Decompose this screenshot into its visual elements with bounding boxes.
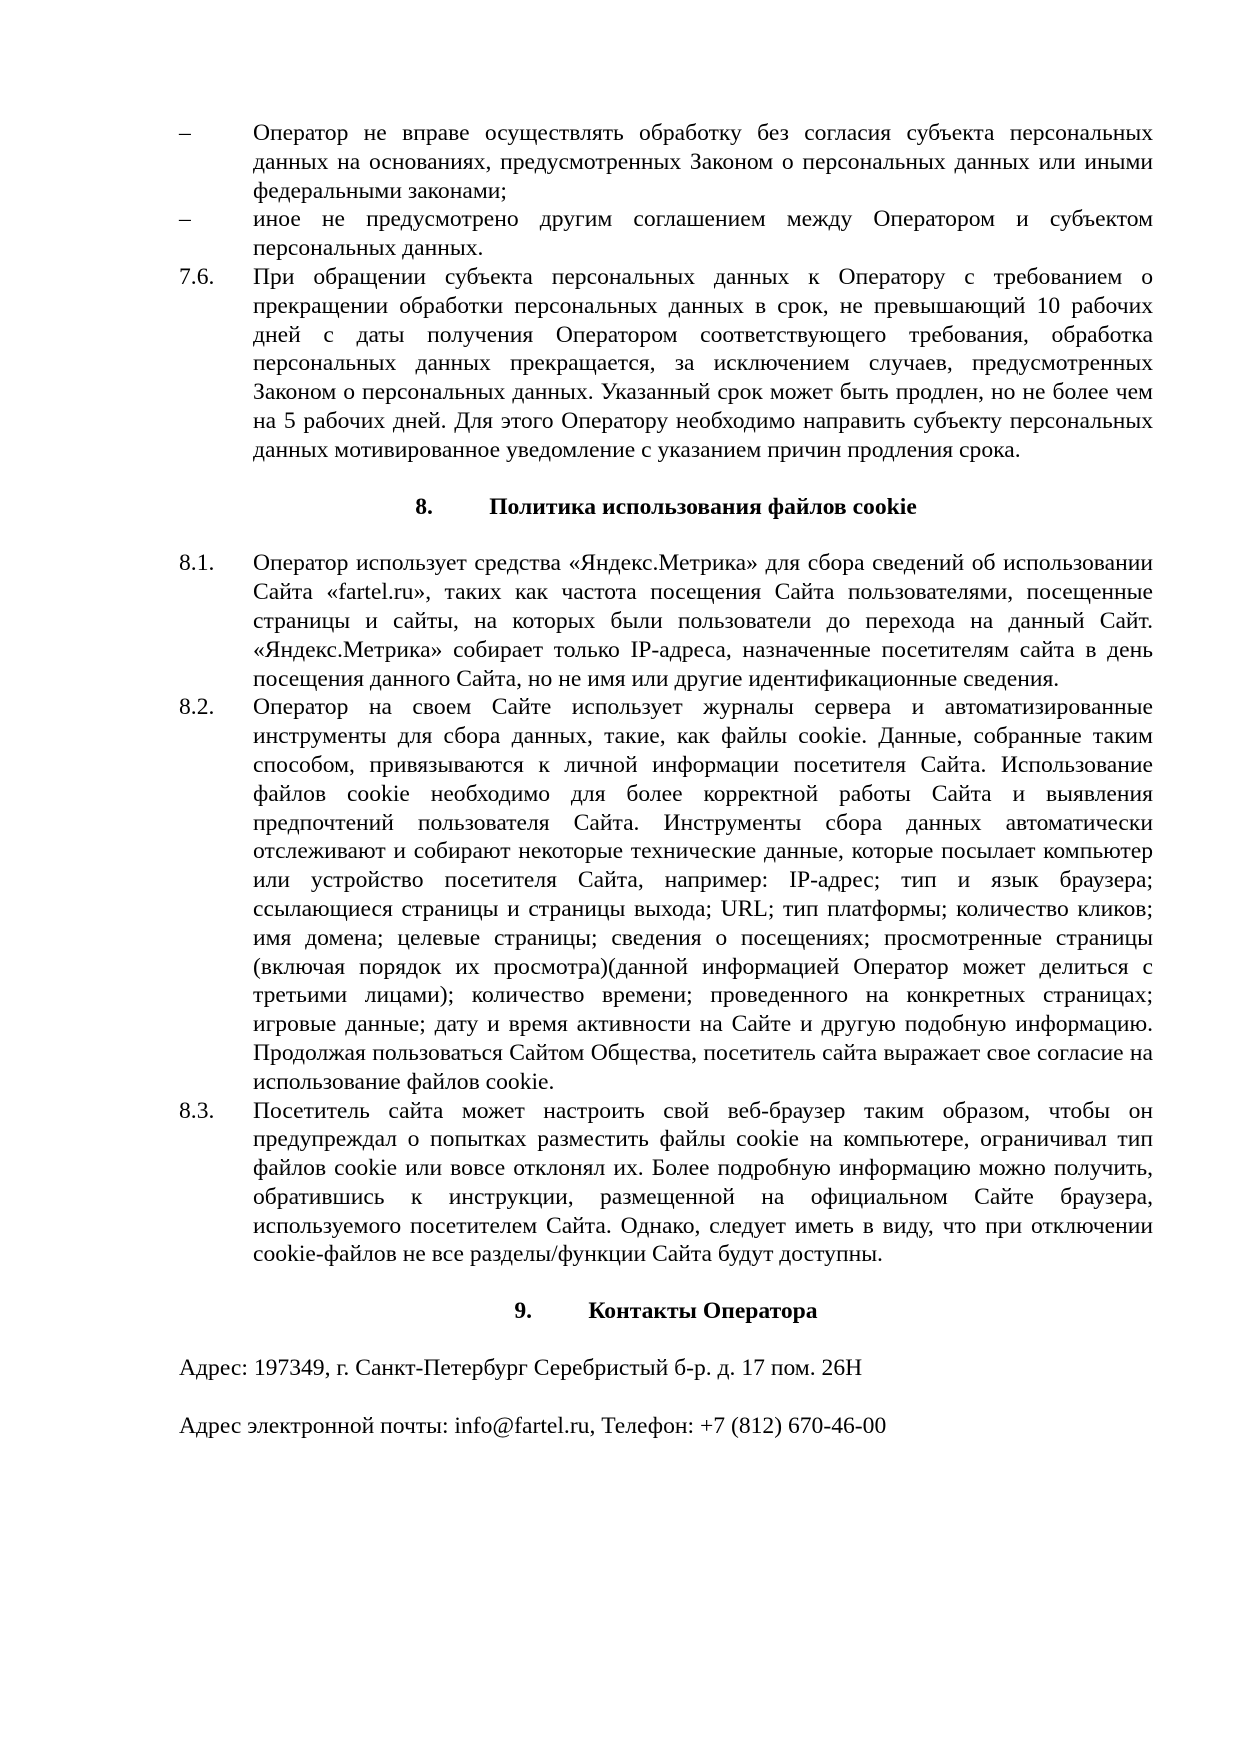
operator-email-phone: Адрес электронной почты: info@fartel.ru, Телефон: +7 (812) 670-46-00: [179, 1412, 887, 1439]
document-page: [179, 119, 1153, 1441]
paragraph-text: иное не предусмотрено другим соглашением между Оператором и субъектом персональных данных.: [253, 206, 1153, 262]
operator-address: Адрес: 197349, г. Санкт-Петербург Серебристый б-р. д. 17 пом. 26Н: [179, 1355, 863, 1382]
section-number: 9.: [514, 1298, 533, 1325]
clause-number: 7.6.: [179, 263, 215, 290]
list-marker: –: [179, 206, 191, 233]
paragraph-text: При обращении субъекта персональных данных к Оператору с требованием о прекращении обработки персональных данных в срок, не превышающий 10 рабочих дней с даты получения Оператором соответствующего требования, обработка персональных данных прекращается, за исключением случаев, предусмотренных Законом о персональных данных. Указанный срок может быть продлен, но не более чем на 5 рабочих дней. Для этого Оператору необходимо направить субъекту персональных данных мотивированное уведомление с указанием причин продления срока.: [253, 263, 1153, 463]
clause-number: 8.2.: [179, 694, 215, 721]
section-8-heading: [179, 493, 1153, 522]
paragraph-text: Посетитель сайта может настроить свой веб-браузер таким образом, чтобы он предупреждал о попытках разместить файлы cookie на компьютере, ограничивал тип файлов cookie или вовсе отклонял их. Более подробную информацию можно получить, обратившись к инструкции, размещенной на официальном Сайте браузера, используемого посетителем Сайта. Однако, следует иметь в виду, что при отключении cookie-файлов не все разделы/функции Сайта будут доступны.: [253, 1097, 1153, 1268]
clause-8-3: [179, 1097, 1153, 1270]
list-item-dash-1: [179, 119, 1153, 205]
section-9-heading: [179, 1297, 1153, 1326]
section-title: Политика использования файлов cookie: [489, 493, 917, 520]
clause-8-1: [179, 549, 1153, 693]
clause-number: 8.1.: [179, 550, 215, 577]
paragraph-text: Оператор использует средства «Яндекс.Метрика» для сбора сведений об использовании Сайта «fartel.ru», таких как частота посещения Сайта пользователями, посещенные страницы и сайты, на которых были пользователи до перехода на данный Сайт. «Яндекс.Метрика» собирает только IP-адреса, назначенные посетителям сайта в день посещения данного Сайта, но не имя или другие идентификационные сведения.: [253, 550, 1153, 692]
clause-8-2: [179, 693, 1153, 1096]
clause-7-6: [179, 263, 1153, 465]
list-item-dash-2: [179, 205, 1153, 263]
clause-number: 8.3.: [179, 1097, 215, 1124]
paragraph-text: Оператор на своем Сайте использует журналы сервера и автоматизированные инструменты для сбора данных, такие, как файлы cookie. Данные, собранные таким способом, привязываются к личной информации посетителя Сайта. Использование файлов cookie необходимо для более корректной работы Сайта и выявления предпочтений пользователя Сайта. Инструменты сбора данных автоматически отслеживают и собирают некоторые технические данные, которые посылает компьютер или устройство посетителя Сайта, например: IP-адрес; тип и язык браузера; ссылающиеся страницы и страницы выхода; URL; тип платформы; количество кликов; имя домена; целевые страницы; сведения о посещениях; просмотренные страницы (включая порядок их просмотра)(данной информацией Оператор может делиться с третьими лицами); количество времени; проведенного на конкретных страницах; игровые данные; дату и время активности на Сайте и другую подобную информацию. Продолжая пользоваться Сайтом Общества, посетитель сайта выражает свое согласие на использование файлов cookie.: [253, 694, 1153, 1095]
section-title: Контакты Оператора: [588, 1298, 818, 1325]
paragraph-text: Оператор не вправе осуществлять обработку без согласия субъекта персональных данных на основаниях, предусмотренных Законом о персональных данных или иными федеральными законами;: [253, 120, 1153, 204]
list-marker: –: [179, 120, 191, 146]
section-number: 8.: [415, 493, 433, 520]
